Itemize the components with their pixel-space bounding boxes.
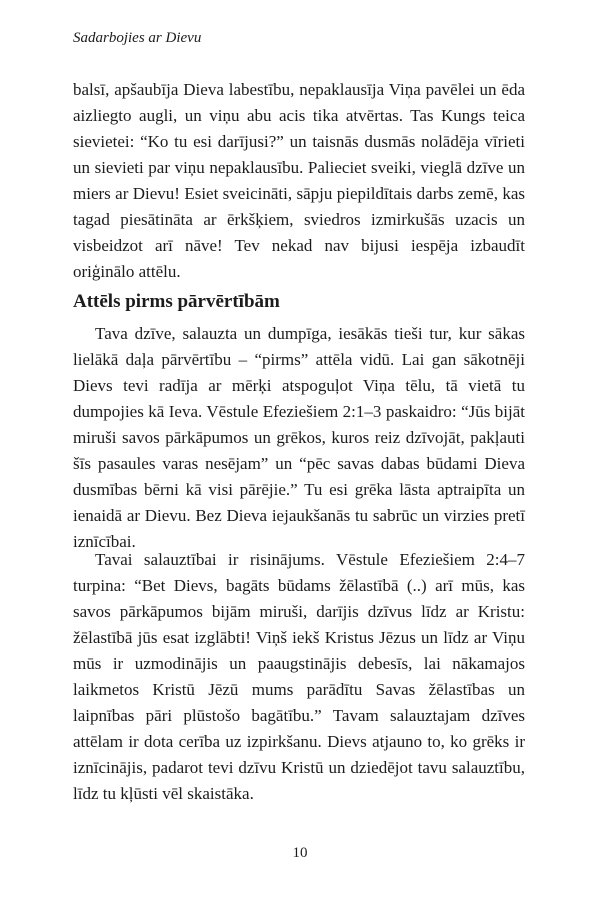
body-paragraph-3 [73, 547, 525, 807]
paragraph-text: Tava dzīve, salauzta un dumpīga, iesākās tieši tur, kur sākas lielākā daļa pārvērtību – “pirms” attēla vidū. Lai gan sākotnēji Dievs tevi radīja ar mērķi atspoguļot Viņa tēlu, tā vietā tu dumpojies kā Ieva. Vēstule Efeziešiem 2:1–3 paskaidro: “Jūs bijāt miruši savos pārkāpumos un grēkos, kuros reiz dzīvojāt, pakļauti šīs pasaules varas nesējam” un “pēc savas dabas būdami Dieva dusmības bērni kā visi pārējie.” Tu esi grēka lāsta aptraipīta un ienaidā ar Dievu. Bez Dieva iejaukšanās tu sabrūc un virzies pretī iznīcībai. [73, 324, 525, 551]
paragraph-text: balsī, apšaubīja Dieva labestību, nepaklausīja Viņa pavēlei un ēda aizliegto augli, un viņu abu acis tika atvērtas. Tas Kungs teica sievietei: “Ko tu esi darījusi?” un taisnās dusmās nolādēja vīrieti un sievieti par viņu nepaklausību. Palieciet sveiki, vieglā dzīve un miers ar Dievu! Esiet sveicināti, sāpju piepildītais darbs zemē, kas tagad piesātināta ar ērkšķiem, sviedros izmirkušās uzacis un visbeidzot arī nāve! Tev nekad nav bijusi iespēja izbaudīt oriģinālo attēlu. [73, 80, 525, 281]
page-number: 10 [292, 845, 308, 861]
running-header: Sadarbojies ar Dievu [73, 30, 202, 46]
paragraph-text: Tavai salauztībai ir risinājums. Vēstule Efeziešiem 2:4–7 turpina: “Bet Dievs, bagāts būdams žēlastībā (..) arī mūs, kas savos pārkāpumos bijām miruši, darījis dzīvus līdz ar Kristu: žēlastībā jūs esat izglābti! Viņš iekš Kristus Jēzus un līdz ar Viņu mūs ir uzmodinājis un paaugstinājis debesīs, lai nākamajos laikmetos Kristū Jēzū mums parādītu Savas žēlastības un laipnības pāri plūstošo bagātību.” Tavam salauztajam dzīves attēlam ir dota cerība uz izpirkšanu. Dievs atjauno to, ko grēks ir iznīcinājis, padarot tevi dzīvu Kristū un dziedējot tavu salauztību, līdz tu kļūsti vēl skaistāka. [73, 550, 525, 803]
body-paragraph-2 [73, 321, 525, 555]
section-heading: Attēls pirms pārvērtībām [73, 291, 280, 312]
body-paragraph-1 [73, 77, 525, 285]
